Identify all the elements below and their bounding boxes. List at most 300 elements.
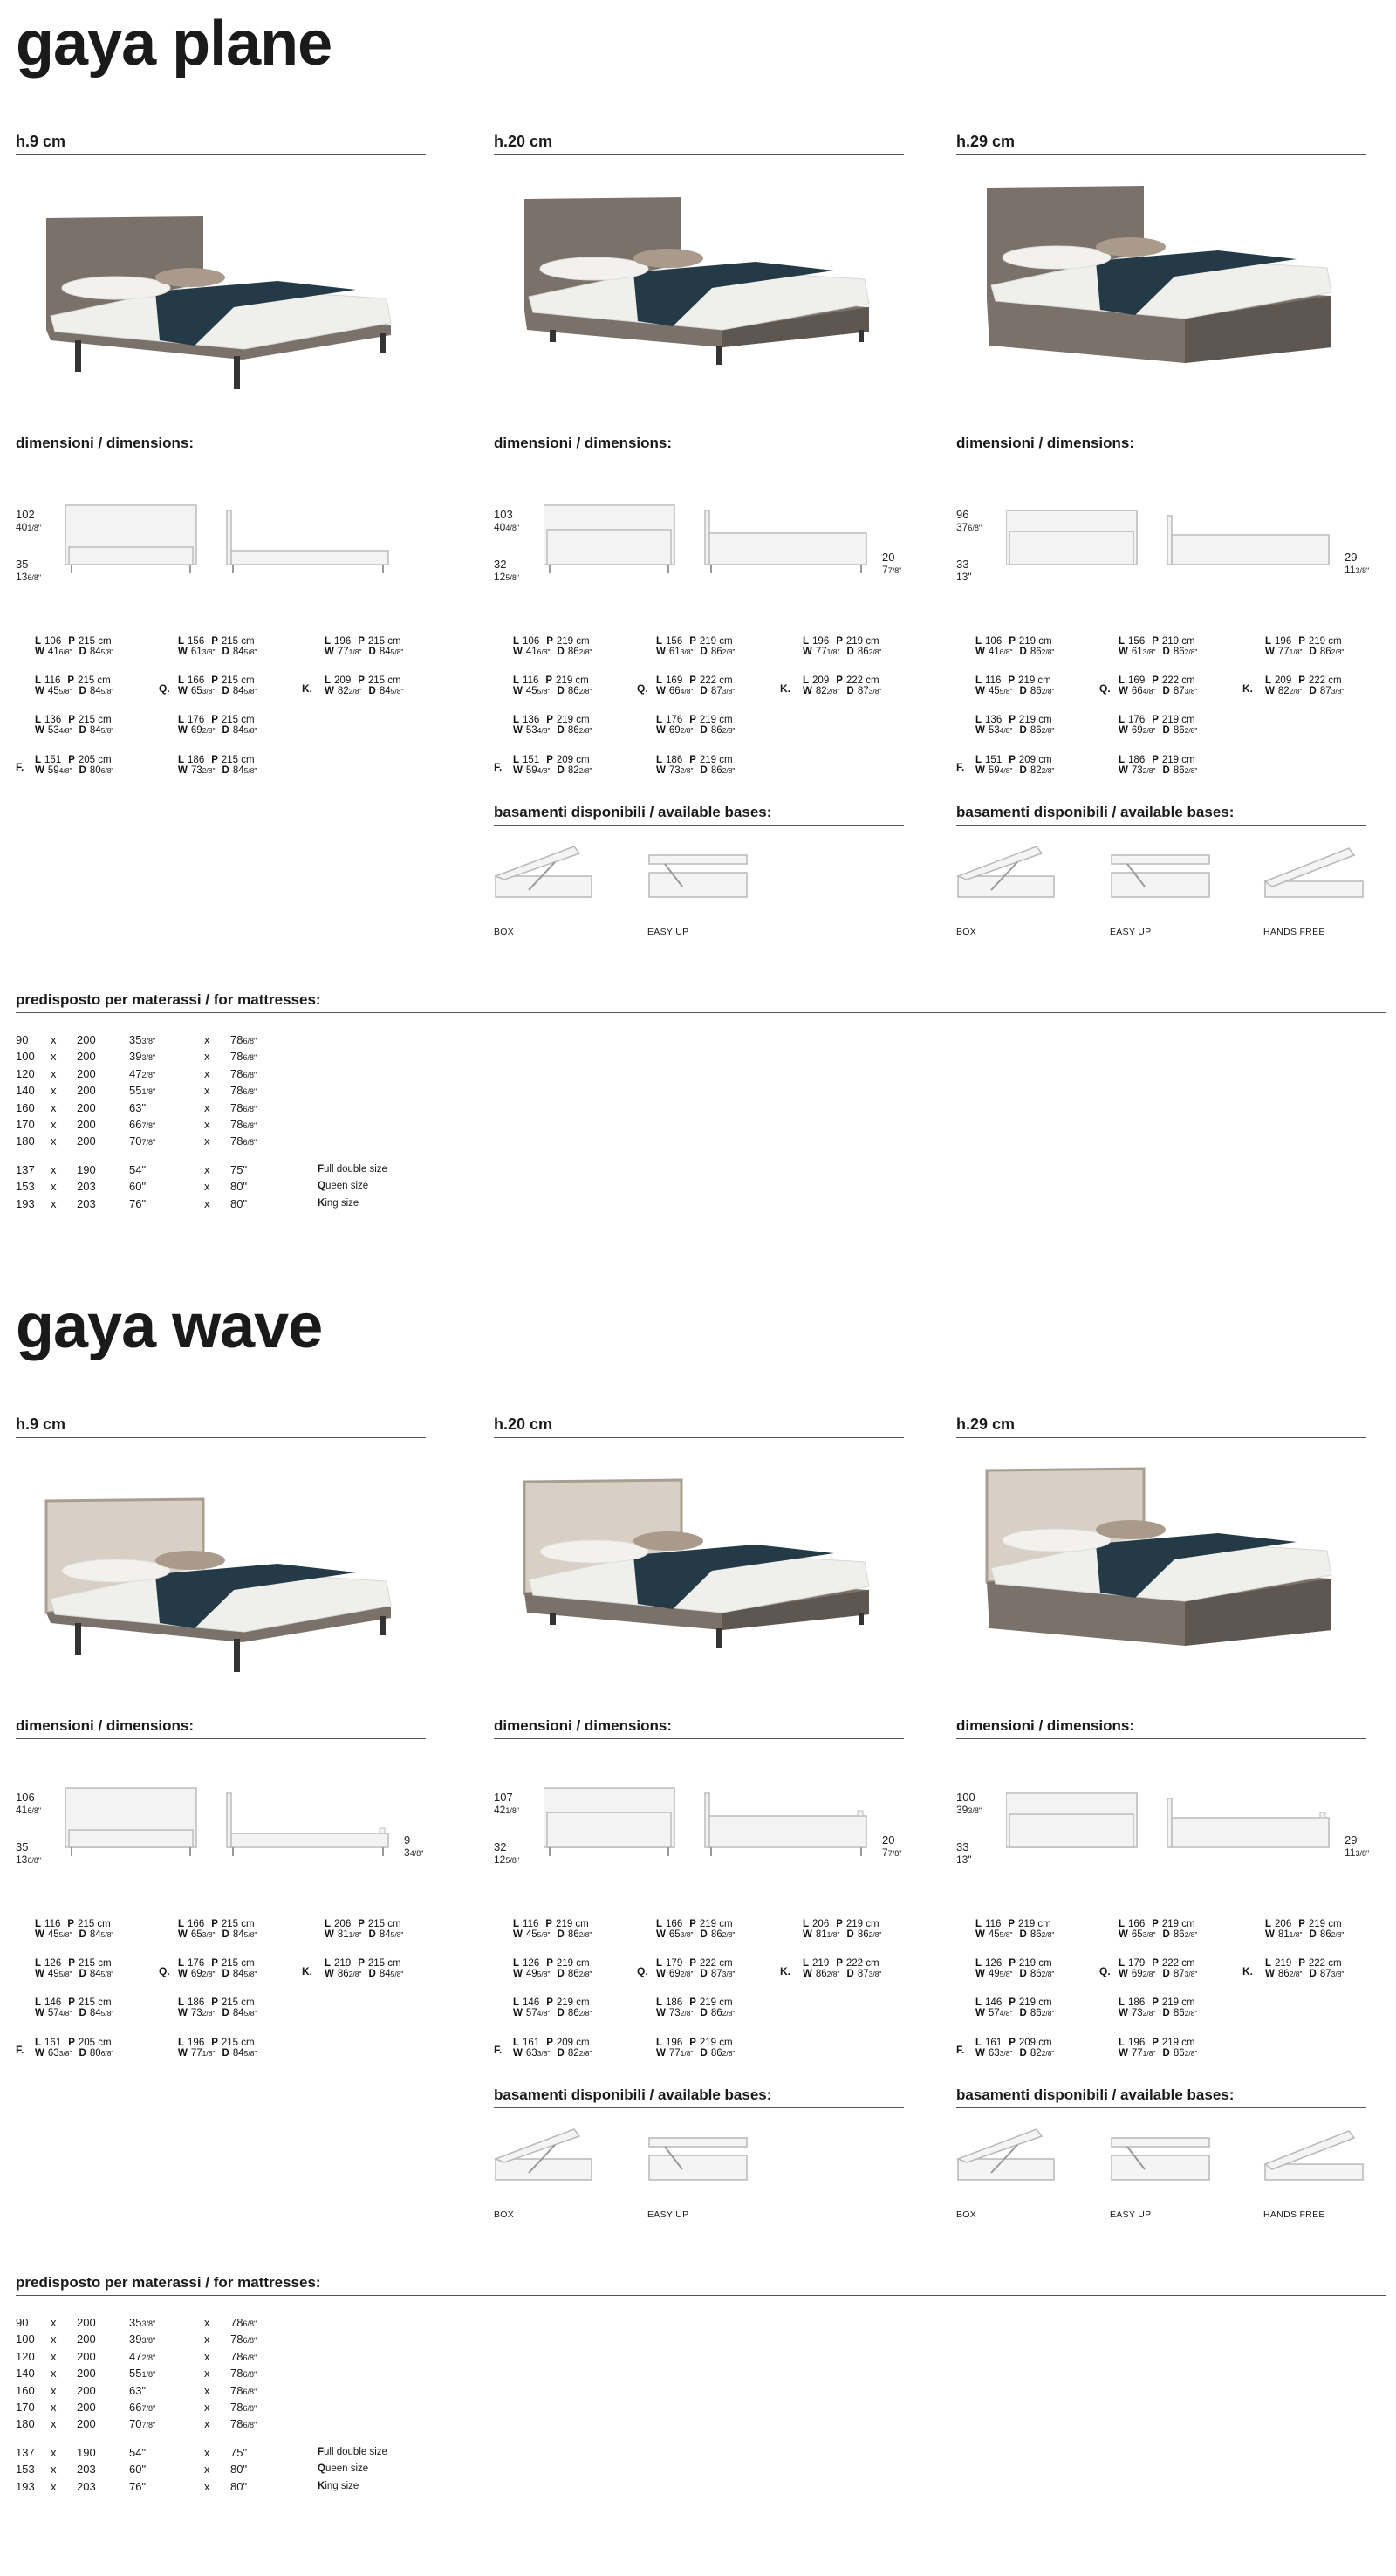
L-label: L (1119, 1958, 1126, 1969)
L-label: L (656, 1997, 663, 2008)
times: x (51, 2417, 57, 2431)
D-value (90, 766, 114, 777)
P-label: P (1152, 675, 1159, 686)
dim-inch-frac: 3/8" (1355, 1849, 1370, 1858)
pillow (540, 1540, 648, 1563)
W-frac: 2/8" (1142, 725, 1156, 735)
L-label: L (35, 1919, 42, 1929)
size-line-cm (975, 676, 1054, 687)
dim-cm: 106 (16, 1791, 35, 1804)
mattress-length-cm: 200 (77, 2400, 96, 2414)
D-int: 84 (232, 646, 244, 657)
size-line-inch (1265, 1970, 1344, 1980)
W-int: 49 (47, 1968, 59, 1979)
int: 78 (230, 1050, 243, 1064)
W-frac: 3/8" (202, 1929, 216, 1939)
L-value: 176 (188, 715, 205, 725)
mattress-length-cm: 200 (77, 2333, 96, 2346)
size-entry (1119, 1959, 1197, 1979)
P-value: 219 cm (699, 636, 733, 647)
times: x (204, 1134, 210, 1148)
mattress-size-name (318, 2444, 387, 2461)
base-caption: BOX (494, 927, 515, 937)
size-entry (513, 756, 592, 776)
W-label: W (35, 2047, 44, 2059)
int: 47 (129, 2349, 142, 2363)
P-value: 219 cm (556, 675, 589, 686)
P-label: P (1009, 755, 1016, 765)
frac: 6/8" (243, 2387, 257, 2396)
size-line-cm (656, 1998, 735, 2009)
dimension-diagram (544, 502, 875, 580)
W-int: 81 (815, 1929, 827, 1940)
D-int: 86 (1173, 764, 1185, 776)
L-label: L (1265, 1919, 1272, 1929)
size-line-cm (35, 1959, 113, 1970)
int: 78 (230, 1134, 243, 1148)
mattress-width-in: 54" (129, 1162, 147, 1176)
W-int: 49 (525, 1968, 537, 1979)
L-label: L (178, 1997, 185, 2008)
W-value (526, 766, 551, 777)
W-frac: 1/8" (680, 2048, 694, 2058)
times: x (204, 1033, 210, 1046)
D-value (568, 687, 592, 697)
W-value (989, 687, 1013, 697)
size-entry (35, 756, 113, 776)
P-label: P (546, 2038, 553, 2048)
D-label: D (79, 724, 86, 736)
D-label: D (557, 2047, 565, 2059)
D-label: D (557, 764, 565, 776)
size-line-cm (975, 756, 1054, 766)
D-int: 84 (232, 724, 244, 736)
frac: 6/8" (243, 1104, 257, 1113)
times: x (204, 1117, 210, 1131)
L-label: L (513, 2038, 520, 2048)
D-frac: 5/8" (390, 647, 404, 656)
size-entry (656, 1998, 735, 2018)
L-value: 196 (334, 636, 352, 647)
L-value: 166 (666, 1919, 683, 1929)
W-label: W (1119, 1929, 1128, 1940)
W-label: W (325, 646, 334, 657)
size-line-inch (513, 1970, 592, 1980)
easy-up-base-icon (647, 2127, 752, 2184)
times: x (204, 2445, 210, 2459)
mattress-length-in (230, 1031, 318, 1048)
size-entry (803, 637, 881, 657)
W-frac: 3/8" (58, 2048, 72, 2058)
D-value (858, 647, 882, 658)
size-line-inch (513, 766, 592, 777)
D-frac: 2/8" (578, 1969, 592, 1978)
L-value: 176 (1128, 715, 1146, 725)
W-int: 63 (47, 2047, 59, 2059)
size-line-cm (656, 756, 735, 766)
D-value (1030, 726, 1055, 736)
W-frac: 2/8" (202, 1969, 216, 1978)
front-base (1009, 531, 1133, 565)
size-rest: ull double size (324, 1163, 387, 1175)
size-line-cm (975, 637, 1054, 647)
L-value: 206 (334, 1919, 352, 1929)
L-label: L (975, 636, 982, 647)
mattress-us-row (16, 1196, 387, 1212)
W-label: W (1119, 646, 1128, 657)
W-frac: 2/8" (1142, 765, 1156, 775)
leg (382, 565, 384, 573)
dim-inch-frac: 1/8" (505, 1806, 520, 1815)
front-base (69, 1830, 193, 1847)
front-base (547, 1812, 671, 1847)
D-int: 86 (1030, 2007, 1042, 2018)
times: x (51, 2479, 57, 2493)
mattress-length-in (230, 1082, 318, 1099)
D-value (1030, 766, 1055, 777)
times: x (51, 2316, 57, 2329)
D-frac: 5/8" (243, 2008, 257, 2018)
dim-cm: 103 (494, 508, 513, 521)
W-int: 41 (47, 646, 59, 657)
W-value (191, 1930, 216, 1941)
P-label: P (546, 1997, 553, 2008)
queen-marker: Q. (1099, 1965, 1111, 1977)
dimensions-label: dimensioni / dimensions: (956, 1717, 1366, 1739)
P-value: 215 cm (221, 715, 255, 725)
D-label: D (222, 685, 229, 696)
mattress-width-cm: 120 (16, 2349, 35, 2363)
dim-inch (1345, 1846, 1369, 1860)
L-value: 116 (44, 675, 61, 686)
W-label: W (35, 1968, 44, 1979)
W-int: 53 (988, 724, 1000, 736)
P-value: 219 cm (845, 636, 879, 647)
D-frac: 2/8" (1184, 2048, 1198, 2058)
times: x (51, 2400, 57, 2414)
lid (958, 2129, 1042, 2162)
size-line-inch (178, 2009, 257, 2019)
L-value: 151 (523, 755, 540, 765)
size-line-cm (178, 1998, 257, 2009)
D-int: 86 (567, 1968, 579, 1979)
base-caption: HANDS FREE (1263, 927, 1325, 937)
size-line-inch (325, 687, 403, 697)
size-line-cm (178, 716, 257, 726)
mattress-length-cm: 200 (77, 2383, 96, 2397)
dim-inch-frac: 6/8" (27, 573, 42, 582)
W-frac: 4/8" (537, 725, 551, 735)
mattress-length-cm: 200 (77, 1084, 96, 1098)
L-label: L (975, 715, 982, 725)
size-line-inch (1119, 2049, 1197, 2059)
mattress-us-row (16, 2461, 387, 2477)
D-value (1030, 2049, 1055, 2059)
W-frac: 1/8" (202, 2048, 216, 2058)
D-frac: 2/8" (1041, 725, 1055, 735)
base-caption: BOX (956, 2209, 977, 2220)
W-int: 77 (1131, 2047, 1143, 2059)
size-entry (513, 2038, 592, 2059)
D-label: D (222, 646, 229, 657)
L-value: 196 (812, 636, 830, 647)
W-frac: 4/8" (1142, 686, 1156, 695)
D-label: D (846, 646, 854, 657)
D-int: 86 (1030, 685, 1042, 696)
W-int: 66 (1131, 685, 1143, 696)
P-label: P (68, 2038, 75, 2048)
L-label: L (325, 675, 332, 686)
D-int: 86 (567, 1929, 579, 1940)
size-line-inch (803, 1930, 881, 1941)
P-label: P (358, 1958, 365, 1969)
P-value: 219 cm (1161, 636, 1195, 647)
size-line-inch (803, 687, 881, 697)
W-label: W (975, 724, 985, 736)
W-int: 59 (988, 764, 1000, 776)
W-frac: 2/8" (1289, 1969, 1303, 1978)
P-label: P (1009, 2038, 1016, 2048)
frac: 7/8" (141, 2403, 156, 2413)
L-label: L (1119, 1919, 1126, 1929)
mattress-length-cm: 203 (77, 1196, 96, 1210)
W-label: W (1265, 1968, 1275, 1979)
size-line-inch (35, 2049, 113, 2059)
L-value: 196 (188, 2038, 205, 2048)
D-value (1174, 647, 1198, 658)
L-value: 196 (1275, 636, 1292, 647)
mattress-width-cm: 90 (16, 2316, 29, 2329)
times: x (51, 2445, 57, 2459)
dim-inch (956, 521, 982, 534)
dim-cm: 29 (1345, 1833, 1358, 1846)
P-value: 215 cm (367, 675, 401, 686)
W-value (48, 1930, 72, 1941)
size-entry (35, 716, 113, 736)
D-value (1174, 726, 1198, 736)
W-value (669, 647, 694, 658)
L-value: 106 (985, 636, 1003, 647)
times: x (51, 1117, 57, 1131)
W-frac: 1/8" (348, 1929, 362, 1939)
mattress-length-cm: 200 (77, 2417, 96, 2431)
D-value (711, 766, 736, 777)
D-label: D (222, 1968, 229, 1979)
D-int: 86 (710, 1929, 722, 1940)
mattress-width-cm: 193 (16, 2479, 35, 2493)
int: 70 (129, 1134, 142, 1148)
size-line-inch (975, 766, 1054, 777)
W-label: W (178, 685, 188, 696)
size-line-inch (1119, 1930, 1197, 1941)
D-value (568, 766, 592, 777)
size-line-inch (1119, 687, 1197, 697)
base-caption: BOX (956, 927, 977, 937)
lid (958, 846, 1042, 880)
L-label: L (1119, 675, 1126, 686)
mattress-length-in (230, 1065, 318, 1082)
base-caption: EASY UP (1110, 2209, 1152, 2220)
D-int: 86 (857, 1929, 869, 1940)
D-value (1320, 687, 1345, 697)
height-label: h.9 cm (16, 133, 426, 155)
pillow (155, 268, 225, 287)
W-int: 69 (1131, 724, 1143, 736)
height-label: h.29 cm (956, 133, 1366, 155)
W-int: 45 (525, 685, 537, 696)
mattress-width-in (129, 1065, 204, 1082)
mattress-width-in: 60" (129, 1180, 147, 1194)
W-value (669, 687, 694, 697)
box-base-icon (494, 2127, 599, 2184)
hands-free-base-icon (1263, 2127, 1368, 2184)
size-entry (178, 1959, 257, 1979)
D-value (1320, 1970, 1345, 1980)
int: 78 (230, 1066, 243, 1080)
mattress-length-cm: 190 (77, 2445, 96, 2459)
W-frac: 2/8" (348, 686, 362, 695)
W-value (669, 726, 694, 736)
size-line-cm (35, 756, 113, 766)
times: x (204, 2316, 210, 2329)
side-base (231, 1833, 388, 1847)
dimensions-label: dimensioni / dimensions: (956, 435, 1366, 456)
easy-up-base-icon (1110, 2127, 1215, 2184)
W-int: 59 (525, 764, 537, 776)
L-value: 146 (985, 1997, 1003, 2008)
size-line-cm (513, 2038, 592, 2049)
W-frac: 2/8" (680, 765, 694, 775)
D-frac: 2/8" (1331, 1929, 1345, 1939)
D-value (1030, 647, 1055, 658)
mattress-length-in (230, 1100, 318, 1116)
L-value: 219 (334, 1958, 352, 1969)
dim-inch (16, 1853, 41, 1867)
L-value: 166 (1128, 1919, 1146, 1929)
size-line-cm (178, 2038, 257, 2049)
P-label: P (68, 715, 75, 725)
P-label: P (1298, 1919, 1305, 1929)
D-frac: 2/8" (578, 765, 592, 775)
D-frac: 2/8" (1184, 725, 1198, 735)
size-entry (325, 676, 403, 696)
D-value (568, 2009, 592, 2019)
W-frac: 2/8" (680, 725, 694, 735)
W-int: 77 (337, 646, 349, 657)
dim-inch-frac: 3/8" (968, 1806, 982, 1815)
size-entry (975, 716, 1054, 736)
D-frac: 3/8" (1184, 1969, 1198, 1978)
D-value (858, 1930, 882, 1941)
P-label: P (68, 755, 75, 765)
bed-photo (494, 1466, 904, 1675)
P-value: 205 cm (78, 755, 112, 765)
wave-trim (1320, 1812, 1325, 1818)
bed-leg (234, 1639, 240, 1672)
W-value (816, 1930, 840, 1941)
D-int: 84 (232, 2007, 244, 2018)
dimensions-label: dimensioni / dimensions: (16, 1717, 426, 1739)
dimension-bottom (494, 1841, 519, 1867)
box (1112, 873, 1209, 897)
D-frac: 2/8" (578, 1929, 592, 1939)
D-frac: 3/8" (868, 1969, 882, 1978)
L-value: 169 (1128, 675, 1146, 686)
D-label: D (222, 1929, 229, 1940)
D-frac: 3/8" (722, 686, 736, 695)
D-int: 84 (379, 646, 391, 657)
L-value: 116 (985, 1919, 1002, 1929)
int: 78 (230, 2367, 243, 2381)
bed-leg (716, 1628, 722, 1648)
W-int: 49 (988, 1968, 1000, 1979)
D-label: D (846, 1929, 854, 1940)
D-label: D (368, 1929, 376, 1940)
W-value (989, 2049, 1013, 2059)
P-label: P (545, 1919, 553, 1929)
L-label: L (35, 1997, 42, 2008)
size-line-cm (35, 716, 113, 726)
D-int: 84 (379, 1929, 391, 1940)
W-label: W (178, 764, 188, 776)
D-label: D (1309, 1968, 1317, 1979)
size-line-cm (656, 1920, 735, 1930)
mattress-length-in (230, 1116, 318, 1133)
P-label: P (546, 715, 553, 725)
L-value: 116 (523, 1919, 539, 1929)
dim-inch (1345, 564, 1369, 577)
dim-inch-int: 12 (494, 571, 506, 583)
W-value (191, 2049, 216, 2059)
bed-photo (956, 183, 1366, 393)
full-marker: F. (956, 2044, 965, 2056)
gap (16, 2433, 387, 2444)
W-value (191, 1970, 216, 1980)
D-frac: 2/8" (868, 647, 882, 656)
mattress-width-cm: 100 (16, 1050, 35, 1064)
W-label: W (1119, 685, 1128, 696)
D-label: D (700, 685, 708, 696)
W-value (1132, 687, 1156, 697)
P-value: 215 cm (367, 1958, 401, 1969)
int: 66 (129, 1117, 142, 1131)
size-entry (35, 676, 113, 696)
size-entry (656, 1920, 735, 1940)
P-value: 209 cm (556, 2038, 590, 2048)
mattress-length-in (230, 2365, 318, 2381)
times: x (51, 2383, 57, 2397)
W-int: 73 (190, 2007, 202, 2018)
size-entry (178, 2038, 257, 2059)
dim-inch (956, 1853, 972, 1867)
times: x (204, 2479, 210, 2493)
dim-inch-frac: 1/8" (27, 524, 42, 532)
W-value (989, 766, 1013, 777)
W-label: W (803, 1968, 812, 1979)
L-label: L (975, 1997, 982, 2008)
L-label: L (178, 675, 185, 686)
D-int: 82 (567, 764, 579, 776)
size-entry (513, 1920, 592, 1940)
mattress-width-cm: 100 (16, 2333, 35, 2346)
box (958, 2159, 1054, 2180)
L-label: L (1119, 1997, 1126, 2008)
W-frac: 2/8" (202, 725, 216, 735)
dim-inch-int: 39 (956, 1804, 968, 1816)
mattress-length-in (230, 2399, 318, 2415)
W-value (816, 687, 840, 697)
frac: 6/8" (243, 2421, 257, 2430)
